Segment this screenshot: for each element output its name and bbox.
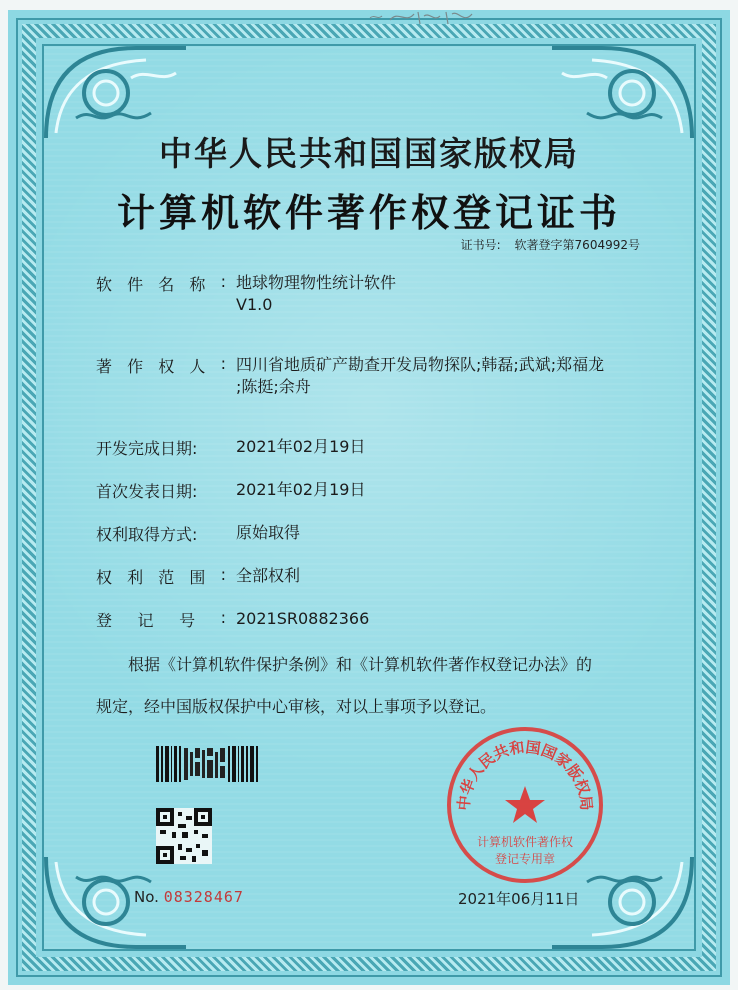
seal-inner-line-2: 登记专用章 — [494, 852, 556, 866]
registration-number-value: 2021SR0882366 — [236, 609, 370, 628]
certificate-number-label: 证书号: — [460, 238, 501, 252]
label-char: 号 — [179, 611, 196, 630]
label-char: : — [220, 272, 226, 291]
serial-prefix: No. — [134, 888, 159, 906]
issuing-authority: 中华人民共和国国家版权局 — [159, 134, 579, 173]
field-label: 权利取得方式: — [96, 525, 198, 544]
certificate-number — [461, 236, 640, 253]
field-label: 首次发表日期: — [96, 482, 198, 501]
registration-statement — [96, 644, 666, 728]
certificate-number-value: 软著登字第7604992号 — [514, 238, 640, 252]
label-char: : — [220, 354, 226, 373]
rights-scope-value: 全部权利 — [236, 566, 301, 585]
label-char: 名 — [158, 275, 175, 294]
field-value — [236, 272, 396, 316]
field-label — [96, 354, 226, 377]
official-seal — [444, 724, 606, 886]
label-char: : — [220, 565, 226, 584]
label-char: 件 — [127, 275, 144, 294]
completion-date-value: 2021年02月19日 — [236, 437, 366, 456]
seal-inner-line-1: 计算机软件著作权 — [476, 835, 574, 849]
label-char: 著 — [96, 357, 113, 376]
barcode — [156, 746, 260, 782]
label-char: 权 — [158, 357, 175, 376]
handwritten-mark — [368, 6, 498, 28]
statement-line-1: 根据《计算机软件保护条例》和《计算机软件著作权登记办法》的 — [128, 655, 593, 674]
label-char: 利 — [127, 568, 144, 587]
label-char: 软 — [96, 275, 113, 294]
field-value — [236, 354, 604, 398]
certificate — [8, 10, 730, 985]
label-char: 称 — [189, 275, 206, 294]
label-char: 登 — [96, 611, 113, 630]
seal-outer-text: 中华人民共和国国家版权局 — [454, 738, 596, 812]
document-title: 计算机软件著作权登记证书 — [116, 190, 621, 235]
label-char: 记 — [137, 611, 154, 630]
label-char: 权 — [96, 568, 113, 587]
statement-line-2: 规定，经中国版权保护中心审核，对以上事项予以登记。 — [96, 697, 497, 716]
serial-number — [134, 888, 244, 906]
copyright-owner-value: 四川省地质矿产勘查开发局物探队;韩磊;武斌;郑福龙 — [236, 355, 605, 374]
label-char: 围 — [189, 568, 206, 587]
software-version-value: V1.0 — [236, 295, 273, 314]
qr-code — [156, 808, 212, 864]
field-label — [96, 608, 226, 631]
label-char: 人 — [189, 357, 206, 376]
label-char: 作 — [127, 357, 144, 376]
field-label — [96, 272, 226, 295]
label-char: : — [220, 608, 226, 627]
field-label: 开发完成日期: — [96, 439, 198, 458]
issue-date: 2021年06月11日 — [458, 890, 580, 908]
acquisition-method-value: 原始取得 — [236, 523, 301, 542]
label-char: 范 — [158, 568, 175, 587]
first-publication-date-value: 2021年02月19日 — [236, 480, 366, 499]
copyright-owner-value-continued: ;陈挺;余舟 — [236, 377, 311, 396]
field-label — [96, 565, 226, 588]
serial-number-value: 08328467 — [163, 888, 244, 906]
software-name-value: 地球物理物性统计软件 — [236, 273, 397, 292]
